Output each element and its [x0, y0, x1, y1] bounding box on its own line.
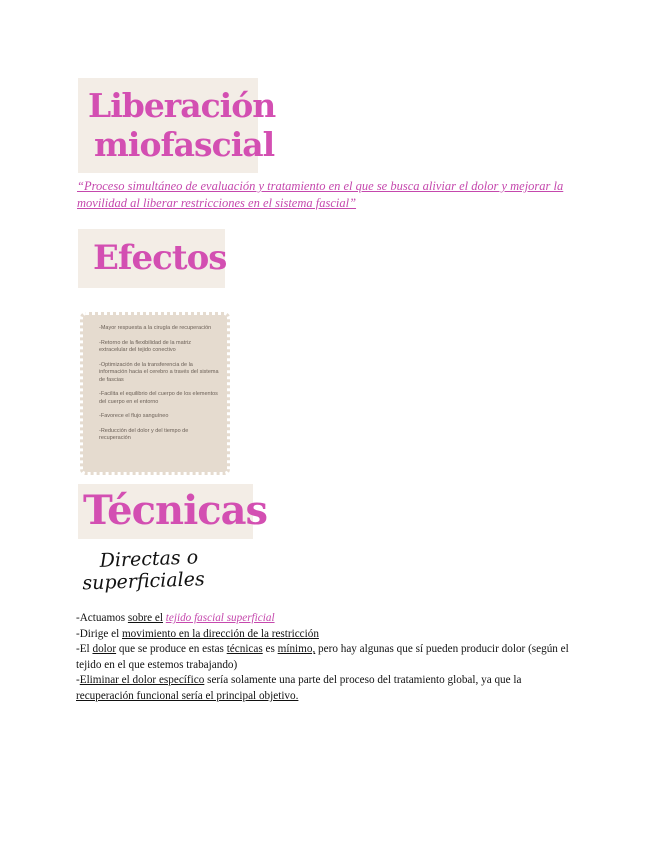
title-liberacion-box	[78, 78, 276, 173]
effect-item: -Retorno de la flexibilidad de la matriz extracelular del tejido conectivo	[99, 339, 192, 353]
text-run: pero hay algunas que sí pueden producir dolor (según el tejido en el que estemos trabajando)	[76, 643, 569, 671]
text-run: -Actuamos	[76, 612, 128, 624]
subtitle-directas	[81, 546, 222, 595]
text-run: -El	[76, 643, 93, 656]
effect-item: -Mayor respuesta a la cirugía de recuperación	[99, 325, 212, 331]
text-run: es	[262, 643, 278, 656]
subtitle-line2: superficiales	[82, 568, 206, 595]
title-efectos: Efectos	[93, 238, 227, 278]
text-run: sería solamente una parte del proceso del tratamiento global, ya que la	[204, 674, 522, 687]
text-run: movimiento en la dirección de la restricción	[121, 627, 319, 640]
effect-item: -Favorece el flujo sanguíneo	[99, 413, 169, 419]
effect-item: -Optimización de la transferencia de la información hacia el cerebro a través del sistema de fascias	[99, 361, 219, 383]
title-liberacion	[88, 86, 275, 164]
title-liberacion-line1: Liberación	[88, 86, 276, 125]
effect-item: -Reducción del dolor y del tiempo de recuperación	[99, 427, 189, 441]
text-run: que se produce en estas	[116, 643, 227, 656]
text-run: tejido fascial superficial	[165, 612, 275, 624]
effects-list	[83, 315, 227, 443]
text-run: -Dirige el	[76, 627, 122, 640]
effects-stamp	[80, 312, 230, 475]
paragraph-4	[76, 673, 576, 704]
title-efectos-box	[78, 229, 225, 288]
text-run: sobre el	[127, 612, 163, 624]
effect-item: -Facilita el equilibrio del cuerpo de los elementos del cuerpo en el entorno	[99, 391, 218, 405]
text-run: Eliminar el dolor específico	[79, 674, 205, 687]
title-tecnicas-box	[78, 484, 268, 539]
text-run: dolor	[92, 643, 117, 656]
paragraph-1	[76, 611, 576, 627]
text-run: -	[76, 674, 80, 687]
text-run: mínimo,	[277, 643, 316, 656]
title-tecnicas: Técnicas	[83, 487, 268, 534]
title-liberacion-line2: miofascial	[94, 125, 275, 164]
subtitle-line1: Directas o	[99, 546, 199, 572]
paragraph-3	[76, 642, 576, 673]
techniques-text	[76, 611, 576, 705]
definition-quote: “Proceso simultáneo de evaluación y tratamiento en el que se busca aliviar el dolor y mejorar la movilidad al liberar restricciones en el sistema fascial”	[77, 179, 564, 210]
text-run: recuperación funcional sería el principal objetivo.	[76, 689, 299, 702]
paragraph-2	[76, 627, 576, 643]
text-run: técnicas	[226, 643, 263, 656]
